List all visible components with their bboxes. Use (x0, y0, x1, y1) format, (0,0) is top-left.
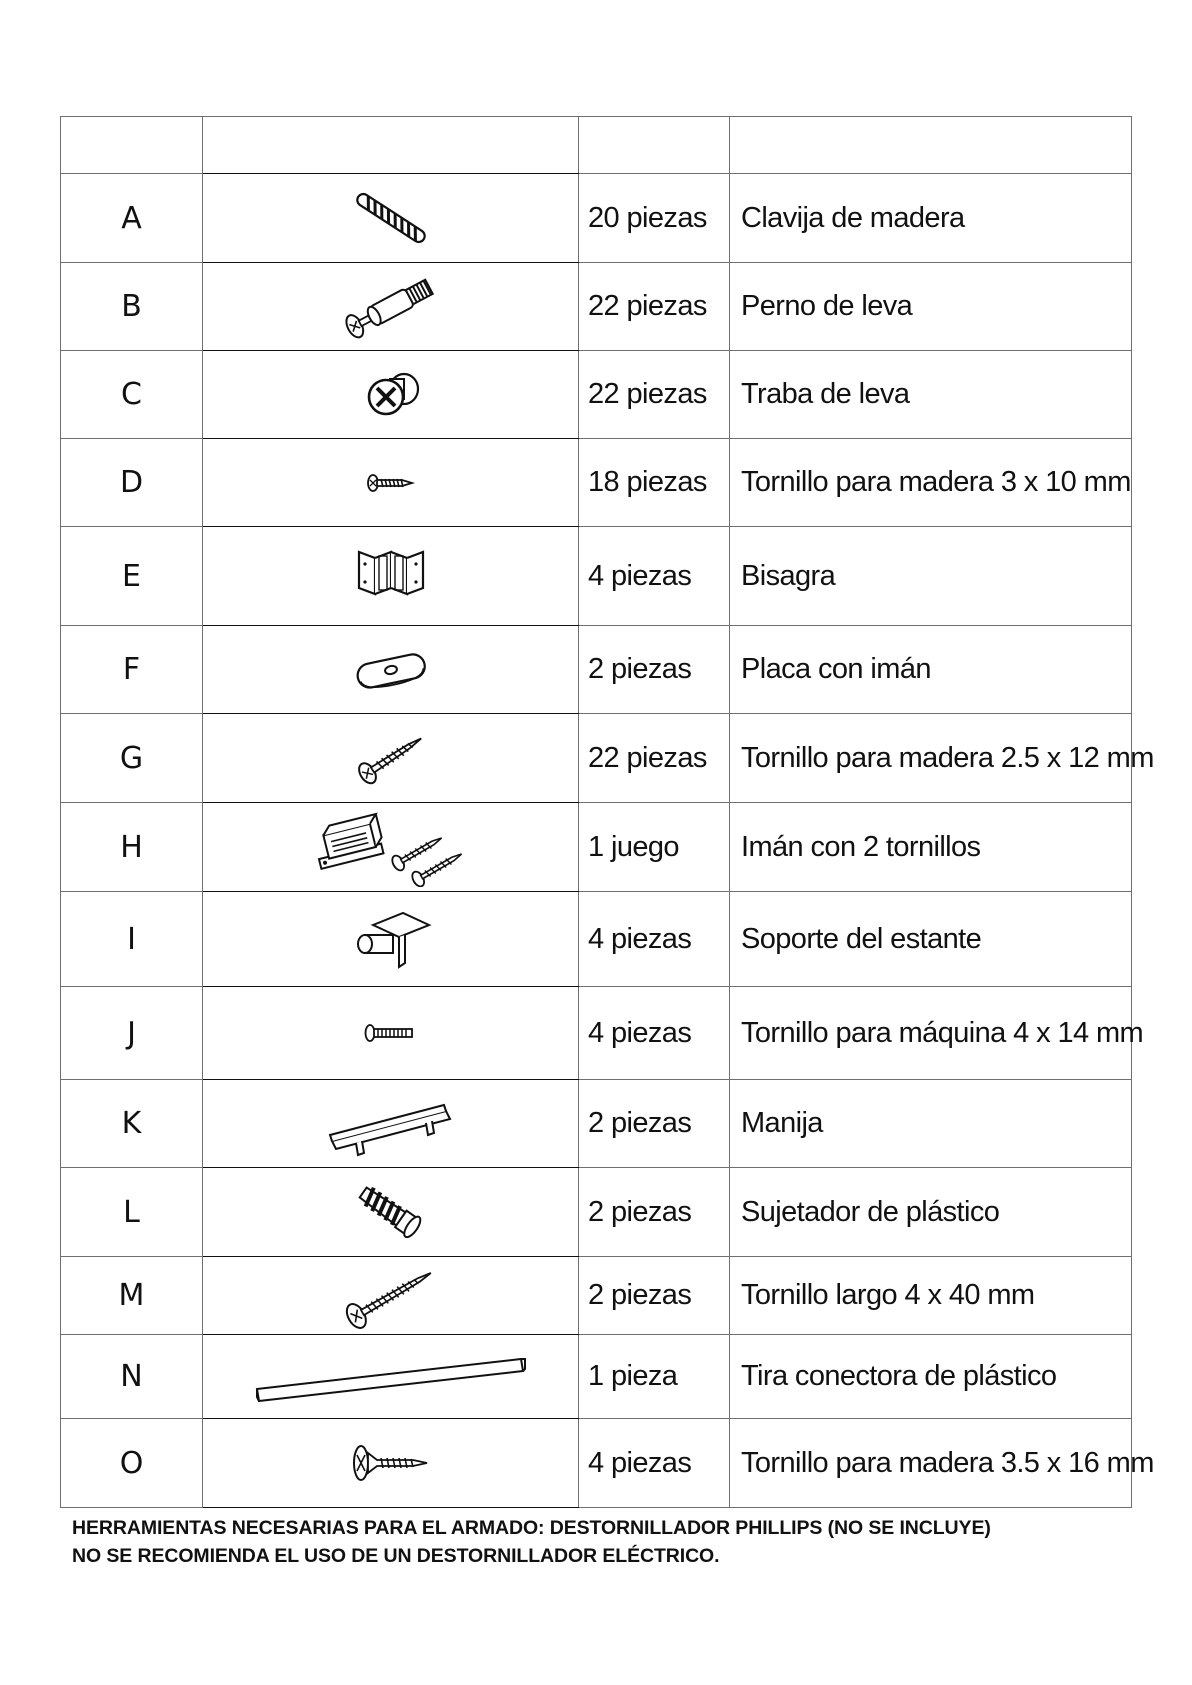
table-row (61, 1080, 1132, 1168)
part-quantity: 2 piezas (579, 1257, 730, 1335)
part-letter: D (61, 439, 203, 527)
part-letter: E (61, 527, 203, 626)
magnet-with-screws-icon (311, 807, 471, 887)
part-description: Tornillo para madera 3.5 x 16 mm (730, 1419, 1132, 1508)
table-row (61, 174, 1132, 263)
part-letter: N (61, 1335, 203, 1419)
header-cell-description (730, 117, 1132, 174)
magnet-plate-icon (351, 647, 431, 693)
part-quantity: 4 piezas (579, 1419, 730, 1508)
table-row (61, 351, 1132, 439)
part-quantity: 2 piezas (579, 626, 730, 714)
power-screwdriver-warning: NO SE RECOMIENDA EL USO DE UN DESTORNILLADOR ELÉCTRICO. (72, 1545, 720, 1567)
cam-lock-icon (356, 365, 426, 425)
part-description: Clavija de madera (730, 174, 1132, 263)
small-wood-screw-icon (366, 471, 416, 495)
part-letter: L (61, 1168, 203, 1257)
part-letter: J (61, 987, 203, 1080)
table-row (61, 714, 1132, 803)
part-letter: O (61, 1419, 203, 1508)
part-quantity: 1 pieza (579, 1335, 730, 1419)
part-description: Tornillo para máquina 4 x 14 mm (730, 987, 1132, 1080)
part-quantity: 22 piezas (579, 263, 730, 351)
tools-required-note: HERRAMIENTAS NECESARIAS PARA EL ARMADO: DESTORNILLADOR PHILLIPS (NO SE INCLUYE) (72, 1517, 991, 1539)
part-description: Imán con 2 tornillos (730, 803, 1132, 892)
header-cell-picture (203, 117, 579, 174)
part-description: Soporte del estante (730, 892, 1132, 987)
table-header-row (61, 117, 1132, 174)
part-description: Placa con imán (730, 626, 1132, 714)
header-cell-quantity (579, 117, 730, 174)
part-letter: H (61, 803, 203, 892)
table-row (61, 1419, 1132, 1508)
part-quantity: 4 piezas (579, 987, 730, 1080)
parts-table (60, 116, 1154, 1508)
plastic-anchor-icon (351, 1180, 431, 1244)
part-quantity: 20 piezas (579, 174, 730, 263)
table-row (61, 803, 1132, 892)
table-row (61, 892, 1132, 987)
part-letter: B (61, 263, 203, 351)
part-quantity: 22 piezas (579, 714, 730, 803)
part-letter: C (61, 351, 203, 439)
hinge-icon (353, 546, 429, 606)
part-quantity: 18 piezas (579, 439, 730, 527)
part-letter: A (61, 174, 203, 263)
part-description: Tornillo para madera 3 x 10 mm (730, 439, 1132, 527)
part-description: Bisagra (730, 527, 1132, 626)
part-quantity: 4 piezas (579, 527, 730, 626)
long-screw-icon (341, 1263, 441, 1329)
table-row (61, 1168, 1132, 1257)
table-row (61, 1257, 1132, 1335)
wood-screw-icon (351, 728, 431, 788)
table-row (61, 987, 1132, 1080)
part-quantity: 22 piezas (579, 351, 730, 439)
part-quantity: 2 piezas (579, 1080, 730, 1168)
part-quantity: 1 juego (579, 803, 730, 892)
part-description: Sujetador de plástico (730, 1168, 1132, 1257)
connector-strip-icon (251, 1349, 531, 1405)
table-row (61, 626, 1132, 714)
part-letter: K (61, 1080, 203, 1168)
part-description: Tornillo para madera 2.5 x 12 mm (730, 714, 1132, 803)
machine-screw-icon (364, 1021, 418, 1045)
table-row (61, 263, 1132, 351)
part-description: Traba de leva (730, 351, 1132, 439)
cam-bolt-icon (336, 272, 446, 342)
part-description: Perno de leva (730, 263, 1132, 351)
part-description: Tira conectora de plástico (730, 1335, 1132, 1419)
header-cell-letter (61, 117, 203, 174)
shelf-support-icon (349, 903, 433, 975)
part-letter: I (61, 892, 203, 987)
part-description: Manija (730, 1080, 1132, 1168)
part-description: Tornillo largo 4 x 40 mm (730, 1257, 1132, 1335)
table-row (61, 439, 1132, 527)
table-row (61, 527, 1132, 626)
part-letter: F (61, 626, 203, 714)
flat-head-screw-icon (351, 1441, 431, 1485)
part-letter: G (61, 714, 203, 803)
part-quantity: 2 piezas (579, 1168, 730, 1257)
handle-icon (326, 1091, 456, 1157)
part-quantity: 4 piezas (579, 892, 730, 987)
part-letter: M (61, 1257, 203, 1335)
wood-dowel-icon (346, 188, 436, 248)
table-row (61, 1335, 1132, 1419)
